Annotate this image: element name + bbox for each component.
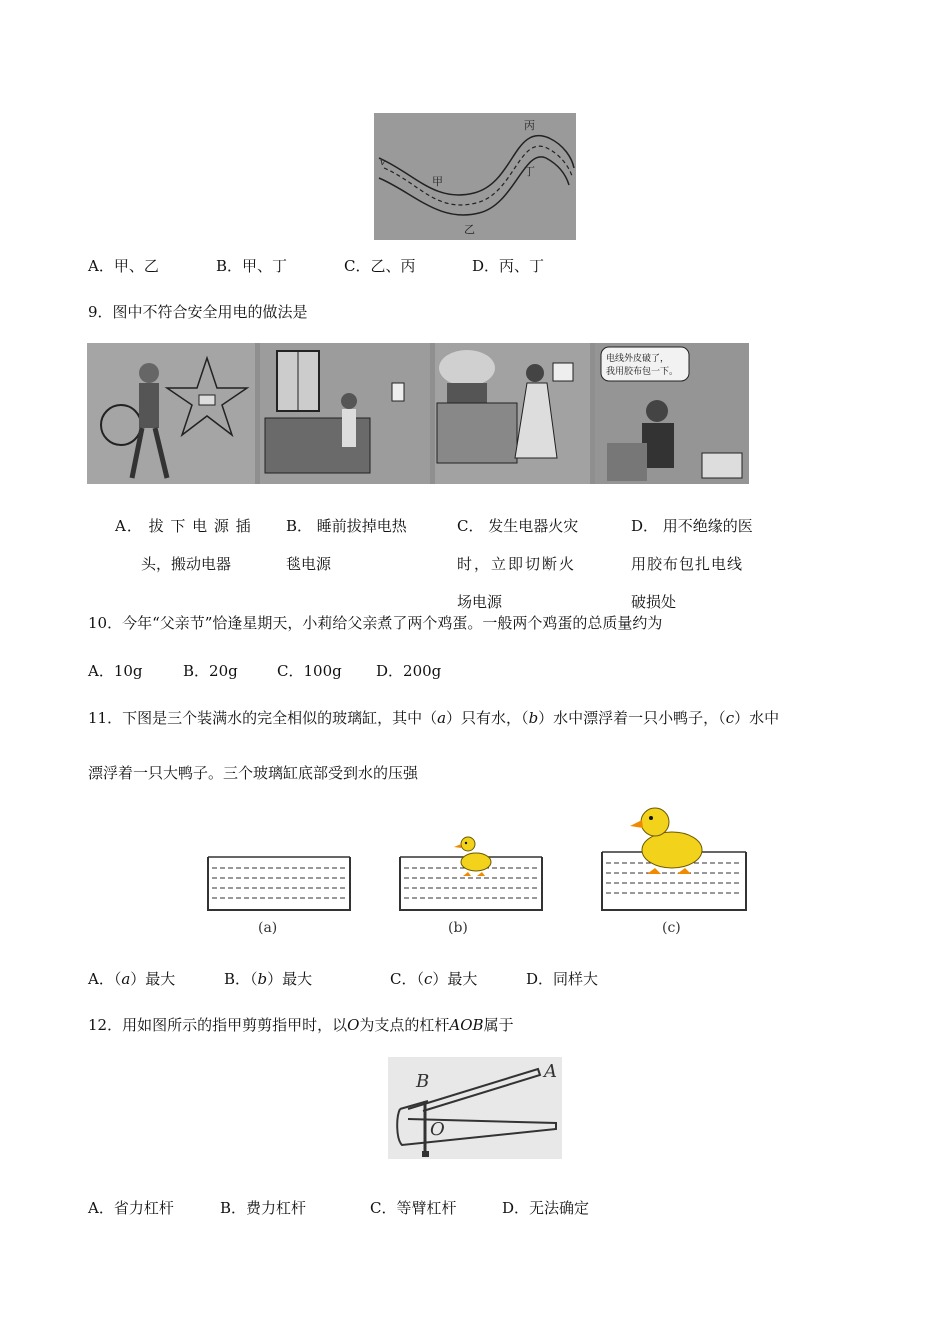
q12-stem-part: 为支点的杠杆 xyxy=(359,1016,450,1034)
q12-option-a[interactable]: A．省力杠杆 xyxy=(88,1199,174,1217)
q8-figure xyxy=(374,113,576,240)
q11-stem-line2: 漂浮着一只大鸭子。三个玻璃缸底部受到水的压强 xyxy=(88,764,419,782)
label-bing: 丙 xyxy=(524,119,535,132)
q10-option-b[interactable]: B．20g xyxy=(183,662,238,680)
q11-option-c[interactable] xyxy=(390,968,477,989)
q11-option-a-pre: A．（ xyxy=(88,970,122,988)
q9-option-a[interactable] xyxy=(115,507,265,583)
q9-stem: 9．图中不符合安全用电的做法是 xyxy=(88,303,308,321)
q9-option-a-line2: 头，搬动电器 xyxy=(141,555,232,573)
q12-stem xyxy=(88,1014,514,1035)
nail-clipper-diagram xyxy=(388,1057,562,1159)
speech-line-2: 我用胶布包一下。 xyxy=(606,367,679,377)
q11-option-d-pre: D．同样大 xyxy=(526,970,599,988)
velocity-label: v xyxy=(380,158,386,168)
q12-stem-part: 属于 xyxy=(483,1016,514,1034)
label-o: O xyxy=(430,1119,445,1140)
q11-option-b[interactable] xyxy=(224,968,312,989)
label-a: A xyxy=(544,1061,557,1082)
q8-option-c[interactable]: C．乙、丙 xyxy=(344,257,416,275)
q11-option-c-var: c xyxy=(423,970,433,988)
q9-option-c[interactable] xyxy=(457,507,607,611)
q10-option-a[interactable]: A．10g xyxy=(88,662,143,680)
tank-c xyxy=(602,808,746,910)
q9-option-d-line3: 破损处 xyxy=(631,593,677,611)
q10-option-c[interactable]: C．100g xyxy=(277,662,342,680)
q10-option-d[interactable]: D．200g xyxy=(376,662,442,680)
label-b: B xyxy=(416,1071,430,1092)
q11-figure xyxy=(200,800,760,945)
q8-option-a[interactable]: A．甲、乙 xyxy=(88,257,159,275)
q11-option-b-pre: B．（ xyxy=(224,970,258,988)
q12-stem-part: 12．用如图所示的指甲剪剪指甲时，以 xyxy=(88,1016,348,1034)
q11-option-c-pre: C．（ xyxy=(390,970,424,988)
label-yi: 乙 xyxy=(464,223,475,236)
q11-option-a-post: ）最大 xyxy=(130,970,176,988)
tank-c-label: (c) xyxy=(662,920,681,936)
q9-option-d[interactable] xyxy=(631,507,781,611)
q11-var-a: a xyxy=(437,709,447,727)
q11-var-b: b xyxy=(528,709,539,727)
tank-b xyxy=(400,837,542,910)
q12-option-b[interactable]: B．费力杠杆 xyxy=(220,1199,307,1217)
q12-option-d[interactable]: D．无法确定 xyxy=(502,1199,590,1217)
q12-var-aob: AOB xyxy=(449,1016,484,1034)
q12-figure xyxy=(388,1057,562,1159)
q9-option-c-line2: 时，立即切断火 xyxy=(457,555,577,573)
q11-option-a-var: a xyxy=(121,970,131,988)
q11-var-c: c xyxy=(725,709,735,727)
tank-a-label: (a) xyxy=(258,920,278,936)
q12-var-o: O xyxy=(347,1016,360,1034)
q9-option-c-line1: C． 发生电器火灾 xyxy=(457,517,579,535)
q8-option-b[interactable]: B．甲、丁 xyxy=(216,257,288,275)
q11-option-c-post: ）最大 xyxy=(432,970,478,988)
q9-option-a-line1: A． 拔 下 电 源 插 xyxy=(115,517,252,535)
q11-stem-part: ）水中 xyxy=(734,709,780,727)
q10-stem: 10．今年“父亲节”恰逢星期天，小莉给父亲煮了两个鸡蛋。一般两个鸡蛋的总质量约为 xyxy=(88,614,663,632)
q11-stem-part: ）只有水，（ xyxy=(446,709,529,727)
electrical-safety-scenes xyxy=(87,343,749,484)
q12-option-c[interactable]: C．等臂杠杆 xyxy=(370,1199,457,1217)
tank-b-label: (b) xyxy=(448,920,468,936)
label-jia: 甲 xyxy=(432,175,443,188)
q11-option-b-post: ）最大 xyxy=(267,970,313,988)
q9-option-d-line1: D． 用不绝缘的医 xyxy=(631,517,753,535)
q8-option-d[interactable]: D．丙、丁 xyxy=(472,257,545,275)
q11-option-a[interactable] xyxy=(88,968,175,989)
q11-stem-line1 xyxy=(88,707,779,728)
q9-option-b-line1: B． 睡前拔掉电热 xyxy=(286,517,407,535)
curved-track-diagram xyxy=(374,113,576,240)
large-duck-icon xyxy=(630,808,702,874)
label-ding: 丁 xyxy=(524,165,535,178)
q11-option-b-var: b xyxy=(257,970,268,988)
q9-option-b-line2: 毯电源 xyxy=(286,555,332,573)
q9-option-d-line2: 用胶布包扎电线 xyxy=(631,555,744,573)
q11-stem-part: ）水中漂浮着一只小鸭子，（ xyxy=(538,709,726,727)
q9-option-b[interactable] xyxy=(286,507,436,583)
q9-option-c-line3: 场电源 xyxy=(457,593,503,611)
speech-line-1: 电线外皮破了， xyxy=(606,354,670,364)
tank-a xyxy=(208,857,350,910)
q11-stem-part: 11．下图是三个装满水的完全相似的玻璃缸，其中（ xyxy=(88,709,438,727)
three-tanks-diagram xyxy=(200,800,760,945)
q11-option-d[interactable] xyxy=(526,968,598,989)
q9-figure xyxy=(87,343,749,484)
